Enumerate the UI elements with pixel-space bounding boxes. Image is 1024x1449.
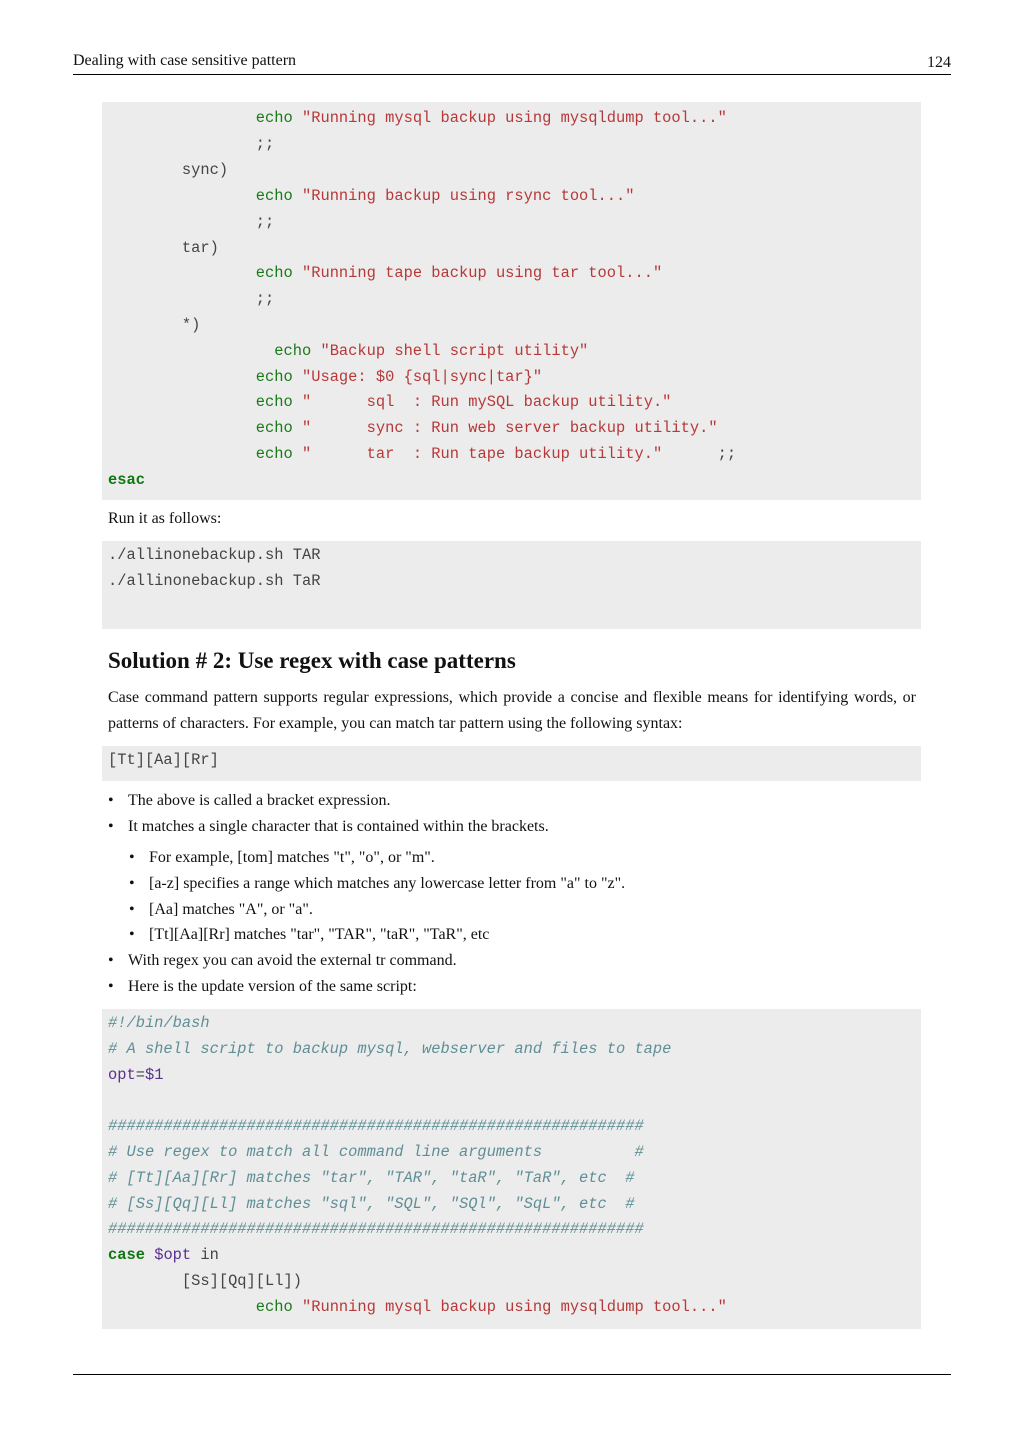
code-line: tar): [181, 239, 219, 257]
header-title: Dealing with case sensitive pattern: [73, 52, 297, 69]
footer-rule: [73, 1374, 951, 1375]
code-line: echo "Running mysql backup using mysqldump tool...": [255, 1298, 727, 1316]
code-line: ;;: [255, 135, 275, 153]
bullet-icon: •: [129, 875, 135, 892]
code-line: #!/bin/bash: [108, 1014, 210, 1032]
code-line: echo "Running tape backup using tar tool...": [255, 264, 663, 282]
code-line: echo " sql : Run mySQL backup utility.": [255, 393, 672, 411]
code-block-bracket-expression: [102, 746, 921, 781]
code-line: esac: [108, 471, 145, 489]
bullet-icon: •: [129, 926, 135, 943]
code-line: [Ss][Qq][Ll]): [181, 1272, 302, 1290]
code-line: echo "Running mysql backup using mysqldump tool...": [255, 109, 727, 127]
bullet-icon: •: [108, 792, 114, 809]
code-line: echo "Usage: $0 {sql|sync|tar}": [255, 368, 543, 386]
code-line: # [Ss][Qq][Ll] matches "sql", "SQL", "SQl", "SqL", etc #: [108, 1195, 635, 1213]
page-number: 124: [927, 54, 951, 71]
bullet-icon: •: [108, 952, 114, 969]
code-line: ;;: [255, 290, 275, 308]
section-intro-paragraph: Case command pattern supports regular expressions, which provide a concise and flexible means for identifying words, or patterns of characters. For example, you can match tar pattern using the following syntax:: [108, 689, 916, 732]
code-line: *): [181, 316, 201, 334]
bullet-icon: •: [108, 978, 114, 995]
code-line: ./allinonebackup.sh TaR: [108, 572, 321, 590]
bullet-icon: •: [129, 849, 135, 866]
code-line: echo " tar : Run tape backup utility." ;;: [255, 445, 737, 463]
code-line: # Use regex to match all command line arguments #: [108, 1143, 644, 1161]
code-line: case $opt in: [108, 1246, 219, 1264]
code-line: ##########################################################: [108, 1220, 644, 1238]
code-line: echo "Running backup using rsync tool...": [255, 187, 635, 205]
code-block-case-statement: [102, 102, 921, 500]
code-line: ./allinonebackup.sh TAR: [108, 546, 321, 564]
section-heading: Solution # 2: Use regex with case patterns: [108, 648, 516, 673]
code-line: echo " sync : Run web server backup utility.": [255, 419, 718, 437]
code-line: # [Tt][Aa][Rr] matches "tar", "TAR", "taR", "TaR", etc #: [108, 1169, 635, 1187]
code-line: [Tt][Aa][Rr]: [108, 751, 219, 769]
bullet-icon: •: [129, 901, 135, 918]
code-line: opt=$1: [108, 1066, 164, 1084]
code-line: sync): [181, 161, 229, 179]
code-block-regex-script: [102, 1009, 921, 1329]
code-line: # A shell script to backup mysql, webserver and files to tape: [108, 1040, 672, 1058]
code-line: ;;: [255, 213, 275, 231]
run-intro-text: Run it as follows:: [108, 510, 222, 527]
running-header: [73, 52, 951, 75]
code-line: ##########################################################: [108, 1117, 644, 1135]
code-line: echo "Backup shell script utility": [274, 342, 589, 360]
bullet-icon: •: [108, 818, 114, 835]
code-block-run-commands: [102, 541, 921, 629]
